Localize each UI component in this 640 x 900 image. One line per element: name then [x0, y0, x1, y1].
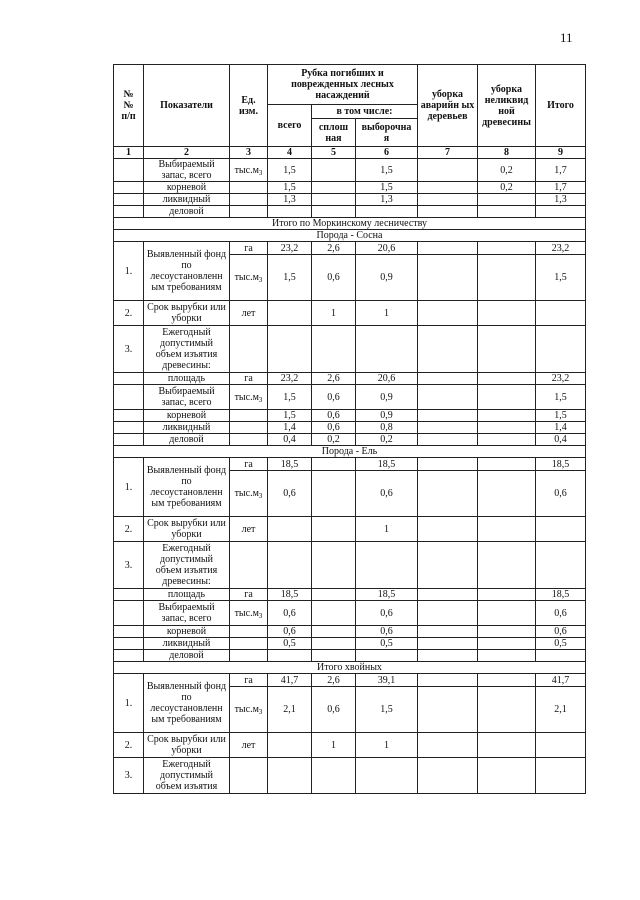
- value-cell: 1,3: [536, 194, 586, 206]
- value-cell: [478, 626, 536, 638]
- row-label: корневой: [144, 410, 230, 422]
- value-cell: [312, 626, 356, 638]
- table-row: [114, 674, 586, 687]
- col-number: 7: [418, 147, 478, 159]
- value-cell: 1,3: [356, 194, 418, 206]
- table-row: [114, 194, 586, 206]
- unit-cell: га: [230, 674, 268, 687]
- section-row: [114, 230, 586, 242]
- header-indicator: Показатели: [144, 65, 230, 147]
- unit-cell: лет: [230, 517, 268, 542]
- value-cell: 0,9: [356, 255, 418, 301]
- value-cell: [418, 687, 478, 733]
- value-cell: 1,5: [268, 385, 312, 410]
- row-label: деловой: [144, 650, 230, 662]
- unit-cell: лет: [230, 301, 268, 326]
- value-cell: 0,6: [536, 626, 586, 638]
- value-cell: [418, 410, 478, 422]
- value-cell: [418, 422, 478, 434]
- row-label: Срок вырубки или уборки: [144, 733, 230, 758]
- row-label: площадь: [144, 589, 230, 601]
- value-cell: [418, 674, 478, 687]
- value-cell: 1: [312, 301, 356, 326]
- value-cell: [312, 601, 356, 626]
- value-cell: [312, 458, 356, 471]
- header-sum: Итого: [536, 65, 586, 147]
- row-label: Выбираемый запас, всего: [144, 159, 230, 182]
- value-cell: 1,7: [536, 182, 586, 194]
- value-cell: [312, 159, 356, 182]
- value-cell: 1,5: [356, 687, 418, 733]
- value-cell: [418, 242, 478, 255]
- header-emergency: уборка аварийн ых деревьев: [418, 65, 478, 147]
- value-cell: 0,6: [356, 471, 418, 517]
- row-label: корневой: [144, 626, 230, 638]
- value-cell: 1,5: [536, 410, 586, 422]
- value-cell: [418, 471, 478, 517]
- value-cell: 18,5: [536, 458, 586, 471]
- row-label: ликвидный: [144, 638, 230, 650]
- value-cell: [478, 517, 536, 542]
- value-cell: 2,6: [312, 373, 356, 385]
- row-label: Выявленный фонд по лесоустановленн ым требованиям: [144, 674, 230, 733]
- value-cell: [478, 373, 536, 385]
- value-cell: [312, 638, 356, 650]
- table-row: [114, 758, 586, 794]
- value-cell: 18,5: [536, 589, 586, 601]
- value-cell: 0,5: [536, 638, 586, 650]
- table-row: [114, 458, 586, 471]
- section-row: [114, 218, 586, 230]
- row-label: корневой: [144, 182, 230, 194]
- value-cell: [418, 194, 478, 206]
- unit-cell: $тыс.м_3$: [230, 471, 268, 517]
- header-total: всего: [268, 105, 312, 147]
- value-cell: 39,1: [356, 674, 418, 687]
- col-number: 6: [356, 147, 418, 159]
- value-cell: 23,2: [536, 373, 586, 385]
- value-cell: 18,5: [268, 458, 312, 471]
- section-row: [114, 662, 586, 674]
- table-row: [114, 182, 586, 194]
- header-illiquid: уборка неликвид ной древесины: [478, 65, 536, 147]
- value-cell: 23,2: [268, 242, 312, 255]
- unit-cell: $тыс.м_3$: [230, 687, 268, 733]
- table-row: [114, 517, 586, 542]
- value-cell: 1,5: [268, 159, 312, 182]
- value-cell: 0,6: [312, 410, 356, 422]
- value-cell: [478, 422, 536, 434]
- value-cell: [418, 301, 478, 326]
- value-cell: 41,7: [268, 674, 312, 687]
- value-cell: 0,9: [356, 410, 418, 422]
- table-row: [114, 733, 586, 758]
- value-cell: 2,6: [312, 242, 356, 255]
- row-label: Ежегодный допустимый объем изъятия: [144, 758, 230, 794]
- felling-table: [113, 64, 586, 794]
- value-cell: 0,2: [478, 159, 536, 182]
- table-row: [114, 650, 586, 662]
- value-cell: [312, 517, 356, 542]
- value-cell: 41,7: [536, 674, 586, 687]
- row-label: площадь: [144, 373, 230, 385]
- header-including: в том числе:: [312, 105, 418, 119]
- unit-cell: га: [230, 458, 268, 471]
- value-cell: [478, 458, 536, 471]
- col-number: 8: [478, 147, 536, 159]
- value-cell: 1,4: [536, 422, 586, 434]
- value-cell: 0,6: [312, 422, 356, 434]
- value-cell: 1,5: [536, 255, 586, 301]
- value-cell: 0,6: [268, 471, 312, 517]
- value-cell: 0,6: [268, 601, 312, 626]
- value-cell: [418, 434, 478, 446]
- col-number: 9: [536, 147, 586, 159]
- value-cell: [418, 733, 478, 758]
- table-row: [114, 626, 586, 638]
- section-title: Итого хвойных: [114, 662, 586, 674]
- row-label: Выбираемый запас, всего: [144, 385, 230, 410]
- value-cell: [478, 733, 536, 758]
- value-cell: [268, 733, 312, 758]
- value-cell: [268, 517, 312, 542]
- value-cell: [312, 589, 356, 601]
- section-title: Итого по Моркинскому лесничеству: [114, 218, 586, 230]
- value-cell: [478, 638, 536, 650]
- header-num: № № п/п: [114, 65, 144, 147]
- value-cell: [312, 194, 356, 206]
- value-cell: 0,6: [536, 471, 586, 517]
- col-number: 4: [268, 147, 312, 159]
- value-cell: [418, 638, 478, 650]
- value-cell: [418, 626, 478, 638]
- value-cell: 0,2: [478, 182, 536, 194]
- header-felling: Рубка погибших и поврежденных лесных насаждений: [268, 65, 418, 105]
- row-number: 2.: [114, 733, 144, 758]
- table-row: [114, 159, 586, 182]
- row-number: 1.: [114, 458, 144, 517]
- value-cell: 1,5: [268, 410, 312, 422]
- unit-cell: га: [230, 589, 268, 601]
- unit-cell: $тыс.м_3$: [230, 159, 268, 182]
- unit-cell: лет: [230, 733, 268, 758]
- section-title: Порода - Сосна: [114, 230, 586, 242]
- value-cell: 18,5: [268, 589, 312, 601]
- value-cell: 1,4: [268, 422, 312, 434]
- value-cell: [418, 458, 478, 471]
- table-row: [114, 206, 586, 218]
- col-number: 1: [114, 147, 144, 159]
- col-number: 3: [230, 147, 268, 159]
- column-numbers-row: [114, 147, 586, 159]
- value-cell: 1,3: [268, 194, 312, 206]
- value-cell: 0,4: [268, 434, 312, 446]
- value-cell: [312, 182, 356, 194]
- header-clear: сплош ная: [312, 119, 356, 147]
- value-cell: [478, 674, 536, 687]
- page-number: 11: [560, 30, 573, 45]
- unit-cell: $тыс.м_3$: [230, 385, 268, 410]
- value-cell: [536, 517, 586, 542]
- row-label: Срок вырубки или уборки: [144, 301, 230, 326]
- value-cell: [478, 687, 536, 733]
- row-label: деловой: [144, 434, 230, 446]
- value-cell: 0,8: [356, 422, 418, 434]
- unit-cell: $тыс.м_3$: [230, 255, 268, 301]
- table-row: [114, 373, 586, 385]
- value-cell: 20,6: [356, 242, 418, 255]
- value-cell: [418, 373, 478, 385]
- value-cell: 0,6: [356, 601, 418, 626]
- value-cell: [478, 301, 536, 326]
- table-row: [114, 422, 586, 434]
- row-label: Выявленный фонд по лесоустановленн ым требованиям: [144, 458, 230, 517]
- value-cell: 1: [356, 517, 418, 542]
- value-cell: [478, 601, 536, 626]
- row-label: Ежегодный допустимый объем изъятия древесины:: [144, 326, 230, 373]
- header-unit: Ед. изм.: [230, 65, 268, 147]
- value-cell: [268, 301, 312, 326]
- value-cell: [536, 733, 586, 758]
- unit-cell: $тыс.м_3$: [230, 601, 268, 626]
- table-row: [114, 601, 586, 626]
- table-row: [114, 638, 586, 650]
- row-number: 2.: [114, 301, 144, 326]
- table-row: [114, 410, 586, 422]
- row-number: 1.: [114, 242, 144, 301]
- table-row: [114, 589, 586, 601]
- value-cell: 0,6: [268, 626, 312, 638]
- value-cell: [478, 255, 536, 301]
- value-cell: [418, 159, 478, 182]
- header-selective: выборочна я: [356, 119, 418, 147]
- table-row: [114, 326, 586, 373]
- value-cell: [478, 471, 536, 517]
- value-cell: 0,2: [312, 434, 356, 446]
- value-cell: [418, 517, 478, 542]
- row-number: 3.: [114, 326, 144, 373]
- row-label: ликвидный: [144, 422, 230, 434]
- value-cell: [478, 194, 536, 206]
- row-label: деловой: [144, 206, 230, 218]
- value-cell: 0,6: [536, 601, 586, 626]
- value-cell: 0,6: [312, 385, 356, 410]
- value-cell: [478, 434, 536, 446]
- value-cell: [312, 471, 356, 517]
- value-cell: 1,5: [268, 182, 312, 194]
- row-number: 1.: [114, 674, 144, 733]
- value-cell: 0,5: [356, 638, 418, 650]
- row-label: Выбираемый запас, всего: [144, 601, 230, 626]
- value-cell: 1,5: [268, 255, 312, 301]
- value-cell: 23,2: [536, 242, 586, 255]
- value-cell: 0,9: [356, 385, 418, 410]
- value-cell: 0,4: [536, 434, 586, 446]
- table-row: [114, 434, 586, 446]
- value-cell: 2,6: [312, 674, 356, 687]
- value-cell: 0,6: [356, 626, 418, 638]
- value-cell: 1: [312, 733, 356, 758]
- value-cell: 18,5: [356, 589, 418, 601]
- value-cell: [478, 410, 536, 422]
- value-cell: 2,1: [268, 687, 312, 733]
- row-number: 3.: [114, 758, 144, 794]
- value-cell: 18,5: [356, 458, 418, 471]
- value-cell: 0,2: [356, 434, 418, 446]
- value-cell: 1,5: [356, 159, 418, 182]
- col-number: 2: [144, 147, 230, 159]
- value-cell: [418, 601, 478, 626]
- col-number: 5: [312, 147, 356, 159]
- value-cell: 1: [356, 301, 418, 326]
- value-cell: [478, 589, 536, 601]
- row-label: Выявленный фонд по лесоустановленн ым требованиям: [144, 242, 230, 301]
- value-cell: 0,6: [312, 255, 356, 301]
- row-label: Срок вырубки или уборки: [144, 517, 230, 542]
- row-number: 2.: [114, 517, 144, 542]
- value-cell: 23,2: [268, 373, 312, 385]
- value-cell: [418, 589, 478, 601]
- value-cell: 1: [356, 733, 418, 758]
- value-cell: 1,5: [536, 385, 586, 410]
- value-cell: [536, 301, 586, 326]
- unit-cell: га: [230, 242, 268, 255]
- value-cell: 0,5: [268, 638, 312, 650]
- value-cell: [478, 385, 536, 410]
- table-row: [114, 301, 586, 326]
- unit-cell: га: [230, 373, 268, 385]
- table-row: [114, 385, 586, 410]
- table-row: [114, 542, 586, 589]
- value-cell: [418, 255, 478, 301]
- value-cell: 0,6: [312, 687, 356, 733]
- row-number: 3.: [114, 542, 144, 589]
- row-label: ликвидный: [144, 194, 230, 206]
- row-label: Ежегодный допустимый объем изъятия древесины:: [144, 542, 230, 589]
- value-cell: 2,1: [536, 687, 586, 733]
- value-cell: [478, 242, 536, 255]
- value-cell: 1,5: [356, 182, 418, 194]
- section-row: [114, 446, 586, 458]
- value-cell: 20,6: [356, 373, 418, 385]
- table-row: [114, 242, 586, 255]
- section-title: Порода - Ель: [114, 446, 586, 458]
- value-cell: [418, 385, 478, 410]
- value-cell: [418, 182, 478, 194]
- value-cell: 1,7: [536, 159, 586, 182]
